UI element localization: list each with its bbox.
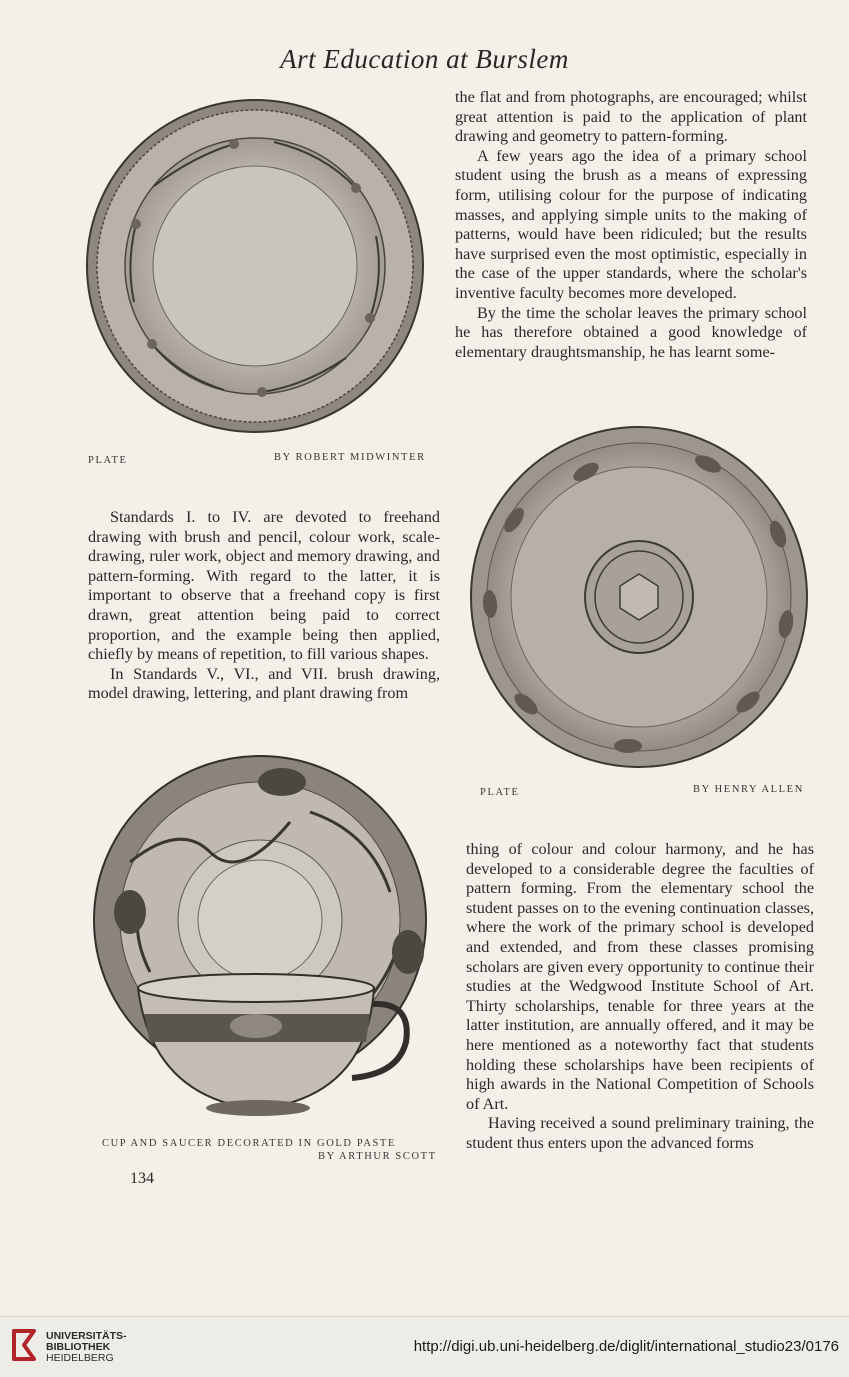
cup-and-saucer-illustration: [90, 752, 436, 1122]
caption-plate-label: PLATE: [480, 787, 520, 798]
footer-bar: [0, 1316, 849, 1377]
caption-cup-artist: BY ARTHUR SCOTT: [318, 1151, 437, 1162]
library-name-line2: BIBLIOTHEK: [46, 1341, 111, 1353]
paragraph: Standards I. to IV. are devoted to freehand drawing with brush and pencil, colour work, scale-drawing, ruler work, object and memory drawing, and pattern-forming. With regard to the latter, it is important to observe that a freehand copy is first drawn, great attention being paid to correct proportion, and the example being then applied, chiefly by means of repetition, to fill various shapes.: [88, 508, 440, 664]
page-number: 134: [130, 1170, 154, 1187]
paragraph: thing of colour and colour harmony, and he has developed to a considerable degree the faculties of pattern forming. From the elementary school the student passes on to the evening continuation classes, where the work of the primary school is developed and extended, and from these classes promising scholars are given every opportunity to continue their studies at the Wedgwood Institute School of Art. Thirty scholarships, tenable for three years at the latter institution, are annually offered, and it may be here mentioned as a noteworthy fact that students holding these scholarships have been recipients of high awards in the National Competition of Schools of Art.: [466, 840, 814, 1113]
library-logo-icon: [8, 1325, 40, 1365]
paragraph: Having received a sound preliminary training, the student thus enters upon the advanced forms: [466, 1114, 814, 1152]
paragraph: the flat and from photographs, are encouraged; whilst great attention is paid to the application of plant drawing and geometry to pattern-forming.: [455, 88, 807, 146]
plate-allen-illustration: [468, 424, 810, 770]
library-name-line3: HEIDELBERG: [46, 1352, 114, 1364]
text-column-right-bottom: [466, 840, 814, 1154]
caption-cup-and-saucer: CUP AND SAUCER DECORATED IN GOLD PASTE: [102, 1138, 396, 1149]
paragraph: In Standards V., VI., and VII. brush drawing, model drawing, lettering, and plant drawing from: [88, 664, 440, 703]
caption-plate-artist: BY ROBERT MIDWINTER: [274, 452, 426, 463]
text-column-right-top: [455, 88, 807, 362]
paragraph: A few years ago the idea of a primary school student using the brush as a means of expressing form, utilising colour for the purpose of indicating masses, and applying simple units to the making of patterns, would have been ridiculed; but the results have surprised even the most optimistic, especially in the case of the upper standards, where the scholar's inventive faculty becomes more developed.: [455, 146, 807, 302]
source-url-link[interactable]: http://digi.ub.uni-heidelberg.de/diglit/international_studio23/0176: [413, 1338, 839, 1355]
caption-plate-label: PLATE: [88, 455, 128, 466]
library-name-line1: UNIVERSITÄTS-: [46, 1330, 127, 1342]
text-column-left-middle: [88, 508, 440, 704]
page-title: Art Education at Burslem: [280, 44, 569, 74]
paragraph: By the time the scholar leaves the primary school he has therefore obtained a good knowledge of elementary draughtsmanship, he has learnt some-: [455, 303, 807, 361]
plate-midwinter-illustration: [84, 96, 426, 436]
caption-plate-artist: BY HENRY ALLEN: [693, 784, 804, 795]
